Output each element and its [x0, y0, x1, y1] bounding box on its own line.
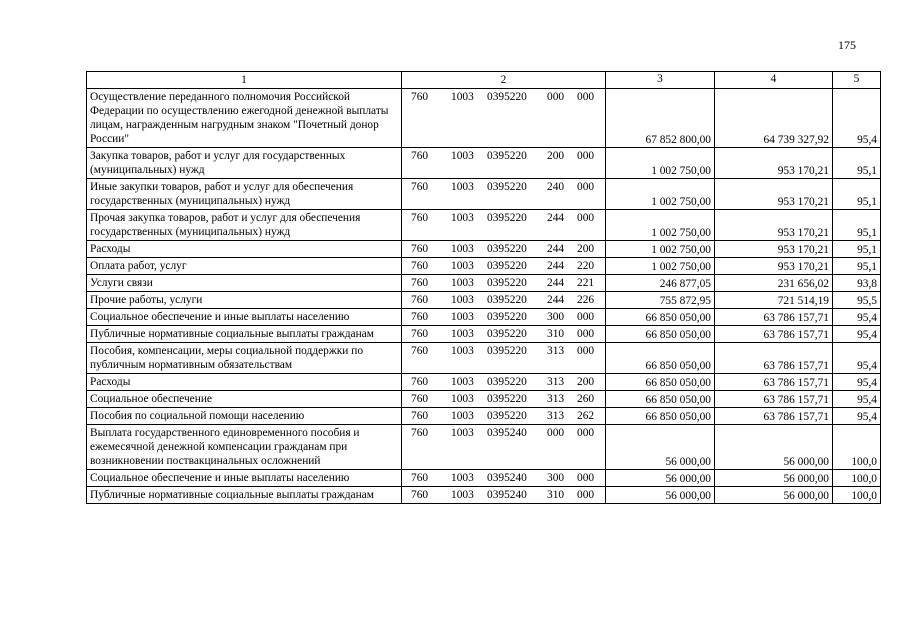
code-target: 0395220: [487, 410, 527, 422]
code-expense-type: 244: [547, 294, 565, 306]
row-codes: [402, 470, 606, 487]
row-executed: 63 786 157,71: [715, 309, 833, 326]
row-name: Пособия, компенсации, меры социальной поддержки по публичным нормативным обязательствам: [87, 343, 402, 374]
row-planned: 66 850 050,00: [606, 391, 715, 408]
code-kosgu: 200: [577, 376, 595, 388]
code-kosgu: 000: [577, 212, 595, 224]
row-codes: [402, 292, 606, 309]
row-name: Социальное обеспечение и иные выплаты населению: [87, 309, 402, 326]
row-name: Публичные нормативные социальные выплаты гражданам: [87, 487, 402, 504]
header-row: [87, 72, 881, 89]
code-section: 1003: [451, 294, 474, 306]
row-planned: 1 002 750,00: [606, 179, 715, 210]
row-planned: 1 002 750,00: [606, 210, 715, 241]
code-expense-type: 240: [547, 181, 565, 193]
row-planned: 1 002 750,00: [606, 148, 715, 179]
code-section: 1003: [451, 376, 474, 388]
table-row: [87, 292, 881, 309]
code-admin: 760: [411, 181, 429, 193]
code-expense-type: 313: [547, 345, 565, 357]
code-admin: 760: [411, 212, 429, 224]
code-expense-type: 244: [547, 212, 565, 224]
code-section: 1003: [451, 181, 474, 193]
code-admin: 760: [411, 376, 429, 388]
row-codes: [402, 343, 606, 374]
row-planned: 66 850 050,00: [606, 326, 715, 343]
code-section: 1003: [451, 489, 474, 501]
row-executed: 63 786 157,71: [715, 391, 833, 408]
row-executed: 56 000,00: [715, 425, 833, 470]
row-name: Пособия по социальной помощи населению: [87, 408, 402, 425]
code-target: 0395220: [487, 294, 527, 306]
row-executed: 63 786 157,71: [715, 326, 833, 343]
row-planned: 67 852 800,00: [606, 89, 715, 148]
code-admin: 760: [411, 345, 429, 357]
row-codes: [402, 179, 606, 210]
row-planned: 56 000,00: [606, 470, 715, 487]
code-target: 0395220: [487, 243, 527, 255]
code-kosgu: 220: [577, 260, 595, 272]
row-codes: [402, 241, 606, 258]
row-percent: 95,4: [833, 374, 881, 391]
code-target: 0395220: [487, 277, 527, 289]
row-executed: 953 170,21: [715, 179, 833, 210]
code-kosgu: 200: [577, 243, 595, 255]
row-percent: 95,4: [833, 408, 881, 425]
code-kosgu: 226: [577, 294, 595, 306]
code-target: 0395220: [487, 393, 527, 405]
table-row: [87, 343, 881, 374]
row-percent: 95,5: [833, 292, 881, 309]
code-section: 1003: [451, 260, 474, 272]
code-section: 1003: [451, 472, 474, 484]
row-percent: 95,4: [833, 89, 881, 148]
code-expense-type: 200: [547, 150, 565, 162]
row-executed: 64 739 327,92: [715, 89, 833, 148]
table-row: [87, 258, 881, 275]
row-name: Прочая закупка товаров, работ и услуг для обеспечения государственных (муниципальных) нужд: [87, 210, 402, 241]
row-name: Оплата работ, услуг: [87, 258, 402, 275]
header-col-2: 2: [402, 72, 606, 89]
code-admin: 760: [411, 472, 429, 484]
table-row: [87, 425, 881, 470]
row-executed: 56 000,00: [715, 487, 833, 504]
code-admin: 760: [411, 277, 429, 289]
code-kosgu: 000: [577, 472, 595, 484]
row-percent: 95,4: [833, 343, 881, 374]
code-admin: 760: [411, 91, 429, 103]
row-codes: [402, 309, 606, 326]
row-percent: 95,4: [833, 391, 881, 408]
row-planned: 56 000,00: [606, 425, 715, 470]
code-kosgu: 000: [577, 328, 595, 340]
table-row: [87, 326, 881, 343]
code-target: 0395240: [487, 489, 527, 501]
row-planned: 1 002 750,00: [606, 241, 715, 258]
code-expense-type: 000: [547, 91, 565, 103]
table-row: [87, 275, 881, 292]
code-expense-type: 244: [547, 260, 565, 272]
row-name: Выплата государственного единовременного пособия и ежемесячной денежной компенсации гражданам при возникновении поствакцинальных осложнений: [87, 425, 402, 470]
code-expense-type: 244: [547, 243, 565, 255]
code-admin: 760: [411, 427, 429, 439]
header-col-1: 1: [87, 72, 402, 89]
code-target: 0395220: [487, 150, 527, 162]
table-row: [87, 374, 881, 391]
row-name: Прочие работы, услуги: [87, 292, 402, 309]
row-percent: 95,1: [833, 148, 881, 179]
table-row: [87, 89, 881, 148]
row-name: Иные закупки товаров, работ и услуг для обеспечения государственных (муниципальных) нужд: [87, 179, 402, 210]
code-kosgu: 262: [577, 410, 595, 422]
row-executed: 953 170,21: [715, 241, 833, 258]
table-row: [87, 408, 881, 425]
code-target: 0395220: [487, 91, 527, 103]
row-planned: 56 000,00: [606, 487, 715, 504]
row-planned: 755 872,95: [606, 292, 715, 309]
code-target: 0395220: [487, 311, 527, 323]
row-executed: 953 170,21: [715, 258, 833, 275]
row-executed: 63 786 157,71: [715, 408, 833, 425]
code-target: 0395220: [487, 345, 527, 357]
code-admin: 760: [411, 393, 429, 405]
row-name: Расходы: [87, 374, 402, 391]
row-codes: [402, 391, 606, 408]
code-expense-type: 313: [547, 393, 565, 405]
row-executed: 231 656,02: [715, 275, 833, 292]
code-target: 0395220: [487, 212, 527, 224]
row-executed: 63 786 157,71: [715, 343, 833, 374]
row-planned: 1 002 750,00: [606, 258, 715, 275]
row-executed: 721 514,19: [715, 292, 833, 309]
code-target: 0395220: [487, 328, 527, 340]
code-target: 0395220: [487, 260, 527, 272]
code-section: 1003: [451, 410, 474, 422]
code-expense-type: 244: [547, 277, 565, 289]
code-kosgu: 000: [577, 181, 595, 193]
table-row: [87, 210, 881, 241]
row-percent: 100,0: [833, 470, 881, 487]
row-percent: 95,1: [833, 258, 881, 275]
code-admin: 760: [411, 150, 429, 162]
row-name: Социальное обеспечение и иные выплаты населению: [87, 470, 402, 487]
code-section: 1003: [451, 311, 474, 323]
code-kosgu: 000: [577, 489, 595, 501]
row-codes: [402, 326, 606, 343]
page-number: 175: [838, 38, 856, 52]
code-expense-type: 300: [547, 311, 565, 323]
row-executed: 953 170,21: [715, 210, 833, 241]
code-kosgu: 000: [577, 345, 595, 357]
row-codes: [402, 258, 606, 275]
code-target: 0395220: [487, 376, 527, 388]
row-name: Закупка товаров, работ и услуг для государственных (муниципальных) нужд: [87, 148, 402, 179]
code-target: 0395240: [487, 427, 527, 439]
row-name: Публичные нормативные социальные выплаты гражданам: [87, 326, 402, 343]
row-executed: 63 786 157,71: [715, 374, 833, 391]
row-name: Социальное обеспечение: [87, 391, 402, 408]
row-percent: 95,1: [833, 241, 881, 258]
row-codes: [402, 210, 606, 241]
row-percent: 95,4: [833, 326, 881, 343]
code-admin: 760: [411, 311, 429, 323]
code-kosgu: 000: [577, 311, 595, 323]
code-admin: 760: [411, 243, 429, 255]
code-admin: 760: [411, 328, 429, 340]
row-codes: [402, 425, 606, 470]
code-expense-type: 300: [547, 472, 565, 484]
code-section: 1003: [451, 328, 474, 340]
code-section: 1003: [451, 212, 474, 224]
code-expense-type: 313: [547, 410, 565, 422]
code-kosgu: 221: [577, 277, 595, 289]
code-section: 1003: [451, 243, 474, 255]
budget-table: [86, 71, 881, 504]
row-planned: 246 877,05: [606, 275, 715, 292]
code-section: 1003: [451, 345, 474, 357]
header-col-5: 5: [833, 72, 881, 89]
row-percent: 93,8: [833, 275, 881, 292]
table-row: [87, 179, 881, 210]
code-admin: 760: [411, 294, 429, 306]
table-row: [87, 487, 881, 504]
code-expense-type: 310: [547, 328, 565, 340]
code-target: 0395220: [487, 181, 527, 193]
row-percent: 95,4: [833, 309, 881, 326]
code-admin: 760: [411, 260, 429, 272]
row-percent: 95,1: [833, 210, 881, 241]
code-kosgu: 000: [577, 150, 595, 162]
code-expense-type: 000: [547, 427, 565, 439]
row-executed: 56 000,00: [715, 470, 833, 487]
row-percent: 100,0: [833, 425, 881, 470]
code-expense-type: 313: [547, 376, 565, 388]
row-planned: 66 850 050,00: [606, 343, 715, 374]
table-row: [87, 391, 881, 408]
code-admin: 760: [411, 489, 429, 501]
code-section: 1003: [451, 277, 474, 289]
code-section: 1003: [451, 150, 474, 162]
row-name: Расходы: [87, 241, 402, 258]
code-kosgu: 000: [577, 427, 595, 439]
row-percent: 100,0: [833, 487, 881, 504]
code-kosgu: 260: [577, 393, 595, 405]
row-codes: [402, 374, 606, 391]
row-name: Услуги связи: [87, 275, 402, 292]
row-planned: 66 850 050,00: [606, 309, 715, 326]
code-kosgu: 000: [577, 91, 595, 103]
table-row: [87, 470, 881, 487]
code-section: 1003: [451, 91, 474, 103]
row-percent: 95,1: [833, 179, 881, 210]
code-section: 1003: [451, 427, 474, 439]
code-target: 0395240: [487, 472, 527, 484]
table-row: [87, 309, 881, 326]
row-planned: 66 850 050,00: [606, 408, 715, 425]
code-expense-type: 310: [547, 489, 565, 501]
row-codes: [402, 148, 606, 179]
table-row: [87, 148, 881, 179]
header-col-4: 4: [715, 72, 833, 89]
header-col-3: 3: [606, 72, 715, 89]
table-row: [87, 241, 881, 258]
row-codes: [402, 408, 606, 425]
row-planned: 66 850 050,00: [606, 374, 715, 391]
row-codes: [402, 89, 606, 148]
code-section: 1003: [451, 393, 474, 405]
row-codes: [402, 487, 606, 504]
row-codes: [402, 275, 606, 292]
code-admin: 760: [411, 410, 429, 422]
row-executed: 953 170,21: [715, 148, 833, 179]
row-name: Осуществление переданного полномочия Российской Федерации по осуществлению ежегодной денежной выплаты лицам, награжденным нагрудным знаком "Почетный донор России": [87, 89, 402, 148]
